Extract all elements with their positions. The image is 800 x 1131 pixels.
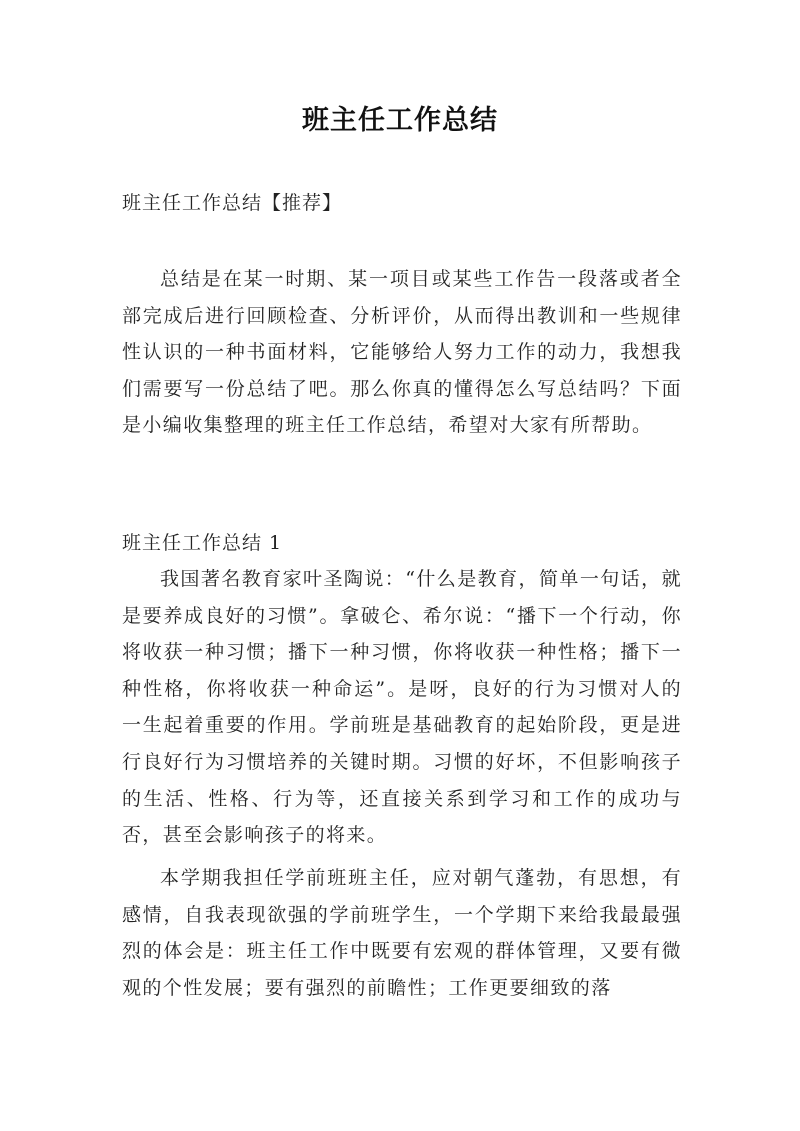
page-title: 班主任工作总结 <box>302 105 498 136</box>
intro-paragraph: 总结是在某一时期、某一项目或某些工作告一段落或者全部完成后进行回顾检查、分析评价，从而得出教训和一些规律性认识的一种书面材料，它能够给人努力工作的动力，我想我们需要写一份总结了吧。那么你真的懂得怎么写总结吗？下面是小编收集整理的班主任工作总结，希望对大家有所帮助。 <box>122 268 682 437</box>
document-subtitle: 班主任工作总结【推荐】 <box>122 192 343 214</box>
section-heading: 班主任工作总结 1 <box>122 532 283 554</box>
body-paragraph-1: 我国著名教育家叶圣陶说：“什么是教育，简单一句话，就是要养成良好的习惯”。拿破仑、希尔说：“播下一个行动，你将收获一种习惯；播下一种习惯，你将收获一种性格；播下一种性格，你将收获一种命运”。是呀，良好的行为习惯对人的一生起着重要的作用。学前班是基础教育的起始阶段，更是进行良好行为习惯培养的关键时期。习惯的好坏，不但影响孩子的生活、性格、行为等，还直接关系到学习和工作的成功与否，甚至会影响孩子的将来。 <box>122 568 682 847</box>
body-paragraph-2: 本学期我担任学前班班主任，应对朝气蓬勃，有思想，有感情，自我表现欲强的学前班学生，一个学期下来给我最最强烈的体会是：班主任工作中既要有宏观的群体管理，又要有微观的个性发展；要有强烈的前瞻性；工作更要细致的落 <box>122 867 682 999</box>
